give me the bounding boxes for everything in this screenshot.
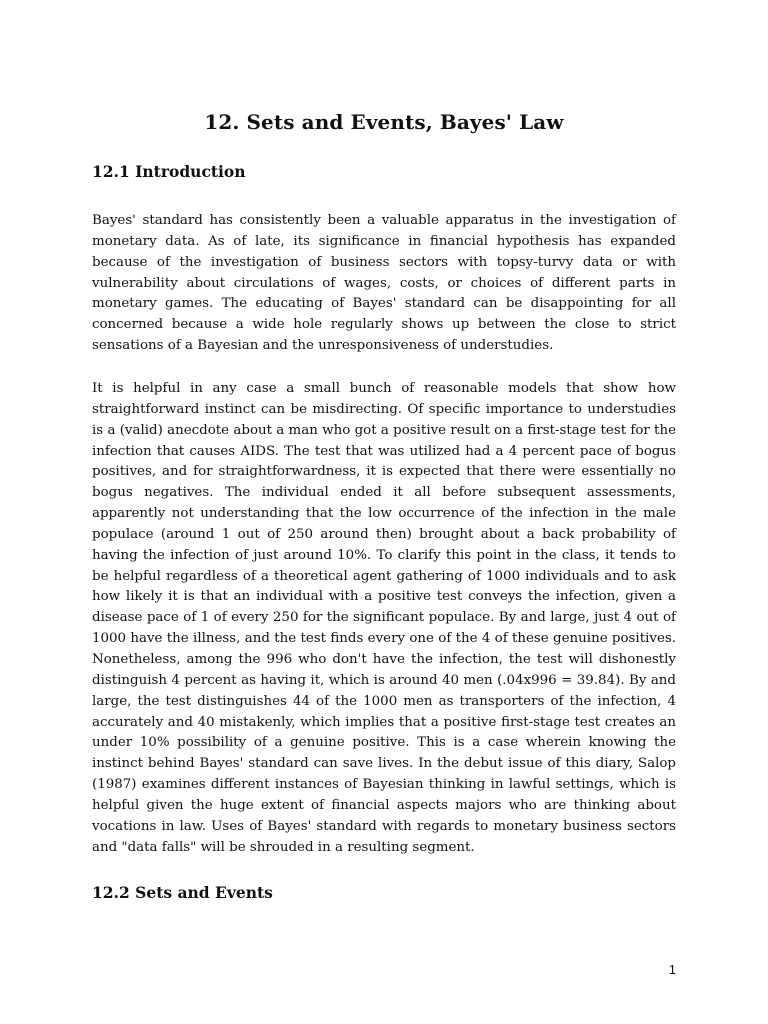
section-heading-introduction: 12.1 Introduction	[92, 162, 246, 181]
page-number: 1	[668, 962, 676, 977]
chapter-title: 12. Sets and Events, Bayes' Law	[204, 110, 564, 134]
paragraph-1: Bayes' standard has consistently been a valuable apparatus in the investigation of monetary data. As of late, its significance in financial hypothesis has expanded because of the investigation of business sectors with topsy-turvy data or with vulnerability about circulations of wages, costs, or choices of different parts in monetary games. The educating of Bayes' standard can be disappointing for all concerned because a wide hole regularly shows up between the close to strict sensations of a Bayesian and the unresponsiveness of understudies.	[92, 213, 676, 354]
section-heading-sets-and-events: 12.2 Sets and Events	[92, 883, 273, 902]
paragraph-2: It is helpful in any case a small bunch of reasonable models that show how straightforward instinct can be misdirecting. Of specific importance to understudies is a (valid) anecdote about a man who got a positive result on a first-stage test for the infection that causes AIDS. The test that was utilized had a 4 percent pace of bogus positives, and for straightforwardness, it is expected that there were essentially no bogus negatives. The individual ended it all before subsequent assessments, apparently not understanding that the low occurrence of the infection in the male populace (around 1 out of 250 around then) brought about a back probability of having the infection of just around 10%. To clarify this point in the class, it tends to be helpful regardless of a theoretical agent gathering of 1000 individuals and to ask how likely it is that an individual with a positive test conveys the infection, given a disease pace of 1 of every 250 for the significant populace. By and large, just 4 out of 1000 have the illness, and the test finds every one of the 4 of these genuine positives. Nonetheless, among the 996 who don't have the infection, the test will dishonestly distinguish 4 percent as having it, which is around 40 men (.04x996 = 39.84). By and large, the test distinguishes 44 of the 1000 men as transporters of the infection, 4 accurately and 40 mistakenly, which implies that a positive first-stage test creates an under 10% possibility of a genuine positive. This is a case wherein knowing the instinct behind Bayes' standard can save lives. In the debut issue of this diary, Salop (1987) examines different instances of Bayesian thinking in lawful settings, which is helpful given the huge extent of financial aspects majors who are thinking about vocations in law. Uses of Bayes' standard with regards to monetary business sectors and "data falls" will be shrouded in a resulting segment.	[92, 381, 676, 855]
